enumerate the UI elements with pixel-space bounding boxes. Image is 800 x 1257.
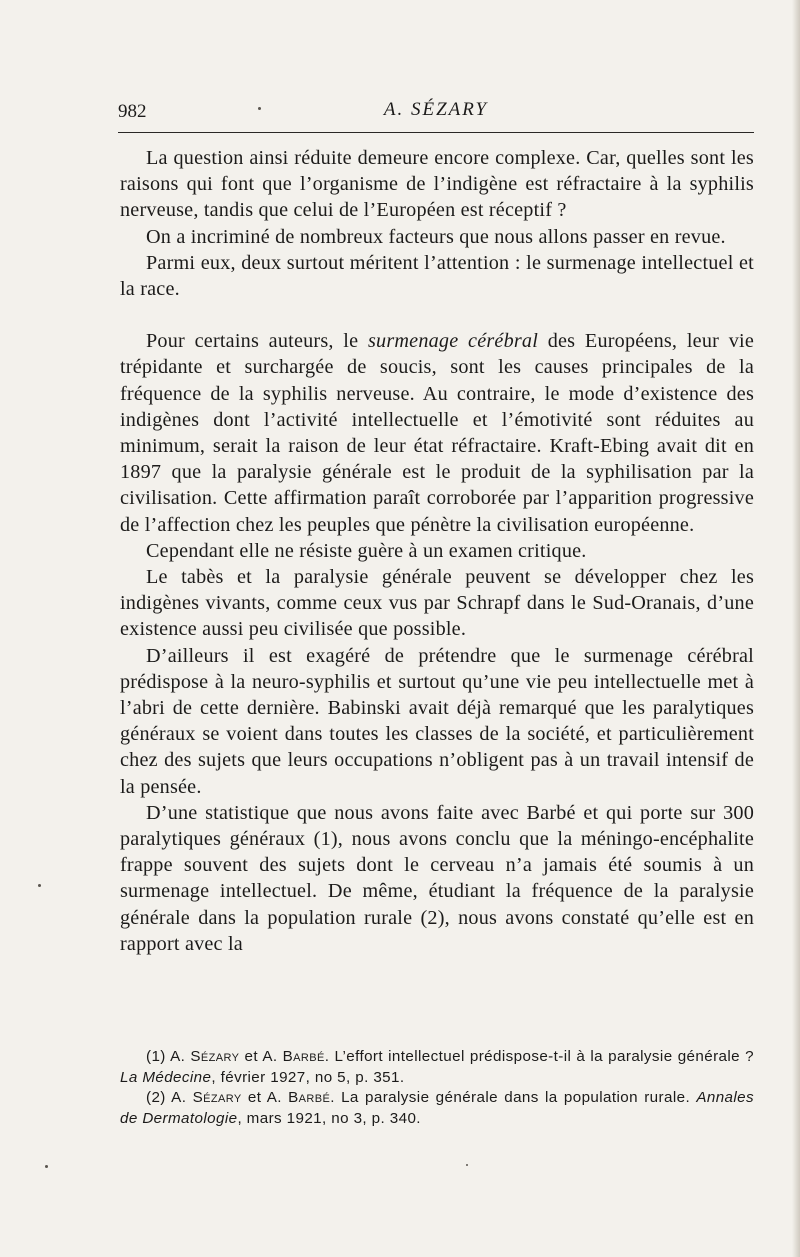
paragraph: Cependant elle ne résiste guère à un examen critique. xyxy=(146,539,587,562)
scan-speck xyxy=(38,884,41,887)
paragraph: Le tabès et la paralysie générale peuvent se développer chez les indigènes vivants, comme ceux vus par Schrapf dans le Sud-Oranais, d’une existence aussi peu civilisée que possible. xyxy=(120,566,754,641)
page-edge-shadow xyxy=(792,0,800,1257)
scan-speck xyxy=(258,107,261,110)
paragraph: La question ainsi réduite demeure encore complexe. Car, quelles sont les raisons qui font que l’organisme de l’indigène est réfractaire à la syphilis nerveuse, tandis que celui de l’Européen est réceptif ? xyxy=(120,147,754,222)
paragraph: On a incriminé de nombreux facteurs que nous allons passer en revue. xyxy=(146,225,726,248)
footnote-2: (2) A. Sézary et A. Barbé. La paralysie générale dans la population rurale. Annales de Dermatologie, mars 1921, no 3, p. 340. xyxy=(120,1089,755,1127)
footnote-1: (1) A. Sézary et A. Barbé. L’effort intellectuel prédispose-t-il à la paralysie générale ? La Médecine, février 1927, no 5, p. 351. xyxy=(120,1048,755,1086)
scan-speck xyxy=(466,1164,468,1166)
scan-speck xyxy=(45,1165,48,1168)
emphasis-text: surmenage cérébral xyxy=(367,330,539,353)
footnotes xyxy=(120,1047,754,1129)
paragraph: Parmi eux, deux surtout méritent l’attention : le surmenage intellectuel et la race. xyxy=(120,251,754,301)
running-head-author: A. SÉZARY xyxy=(383,99,489,120)
page-number: 982 xyxy=(118,101,147,122)
paragraph: Pour certains auteurs, le surmenage cérébral des Européens, leur vie trépidante et surchargée de soucis, sont les causes principales de la fréquence de la syphilis nerveuse. Au contraire, le mode d’existence des indigènes dont l’activité intellectuelle et l’émotivité sont réduites au minimum, serait la raison de leur état réfractaire. Kraft-Ebing avait dit en 1897 que la paralysie générale est le produit de la syphilisation par la civilisation. Cette affirmation paraît corroborée par l’apparition progressive de l’affection chez les peuples que pénètre la civilisation européenne. xyxy=(120,330,754,536)
paragraph: D’une statistique que nous avons faite avec Barbé et qui porte sur 300 paralytiques généraux (1), nous avons conclu que la méningo-encéphalite frappe souvent des sujets dont le cerveau n’a jamais été soumis à un surmenage intellectuel. De même, étudiant la fréquence de la paralysie générale dans la population rurale (2), nous avons constaté qu’elle est en rapport avec la xyxy=(120,801,754,955)
paragraph: D’ailleurs il est exagéré de prétendre que le surmenage cérébral prédispose à la neuro-syphilis et surtout qu’une vie peu intellectuelle met à l’abri de cette dernière. Babinski avait déjà remarqué que les paralytiques généraux se voient dans toutes les classes de la société, et particulièrement chez des sujets que leurs occupations n’obligent pas à un travail intensif de la pensée. xyxy=(120,644,754,798)
body-text xyxy=(120,145,754,957)
running-head xyxy=(118,97,754,127)
header-rule xyxy=(118,132,754,133)
